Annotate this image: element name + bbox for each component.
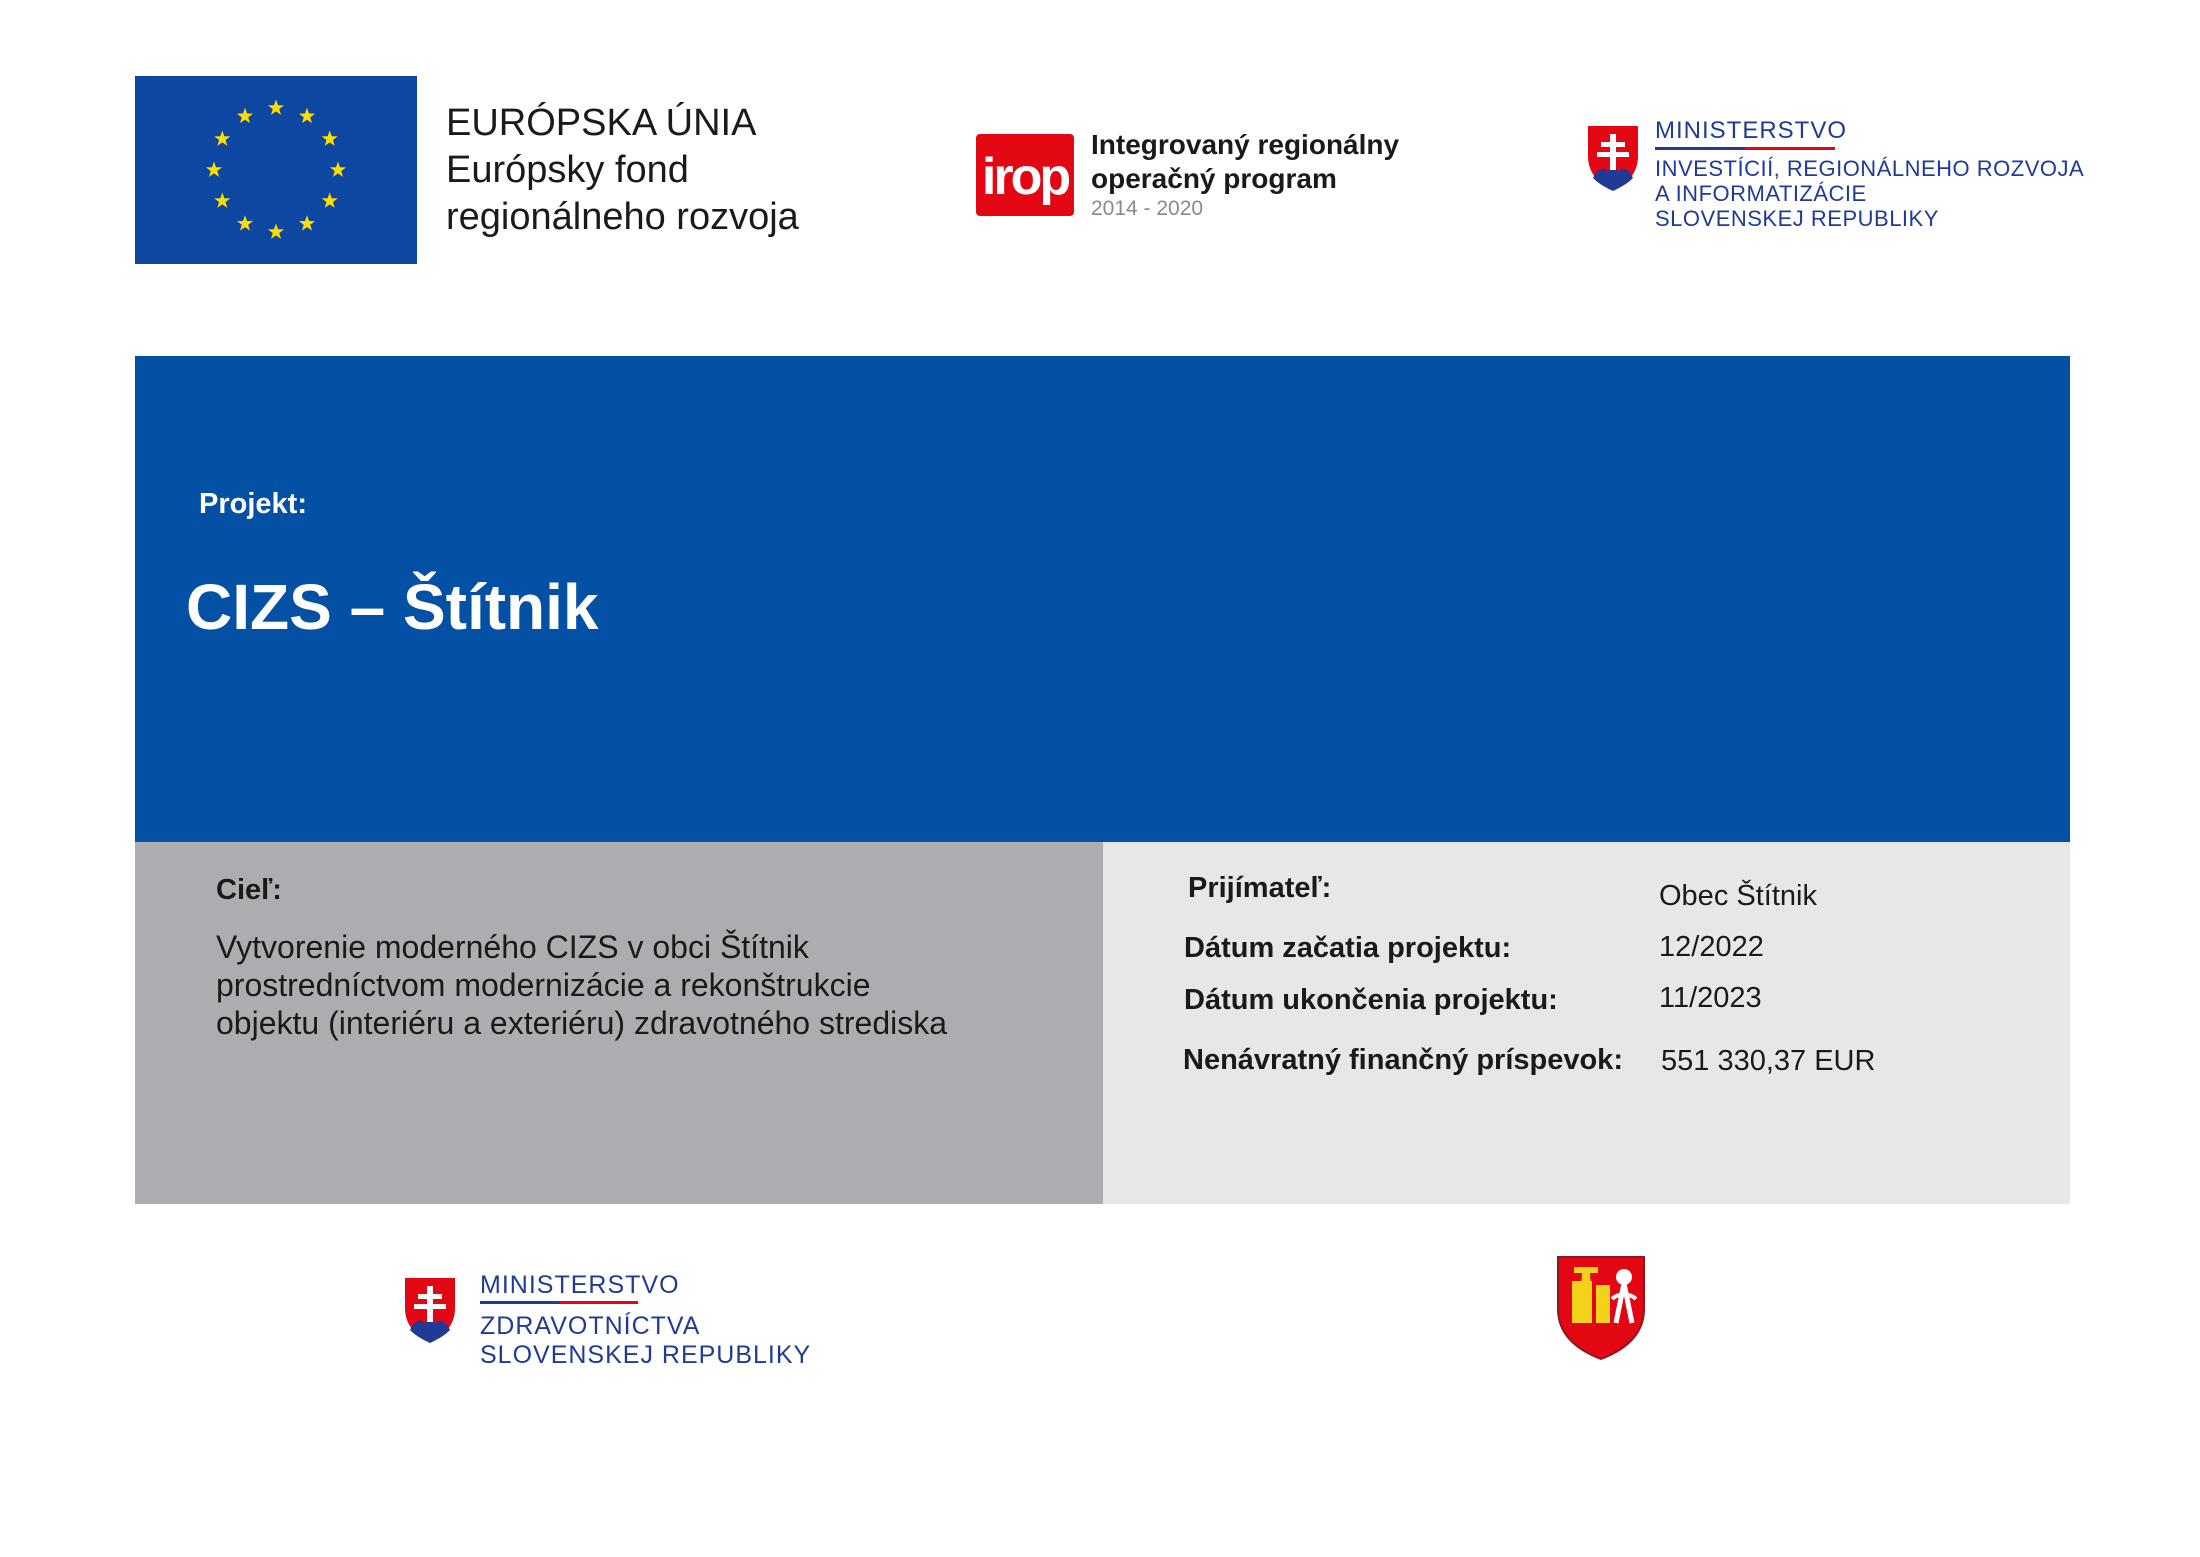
eu-stars: [135, 76, 417, 264]
mz-title: MINISTERSTVO: [480, 1271, 680, 1299]
mirri-rule: [1655, 147, 1835, 150]
irop-line-2: operačný program: [1091, 163, 1337, 194]
eu-star-icon: [214, 193, 230, 208]
mirri-line-2: A INFORMATIZÁCIE: [1655, 181, 1867, 206]
eu-star-icon: [322, 193, 338, 208]
eu-star-icon: [322, 131, 338, 146]
start-date-label: Dátum začatia projektu:: [1184, 932, 1512, 964]
mirri-line-3: SLOVENSKEJ REPUBLIKY: [1655, 206, 1939, 231]
stitnik-coat-of-arms-icon: [1554, 1253, 1648, 1361]
eu-star-icon: [330, 162, 346, 177]
mirri-line-1: INVESTÍCIÍ, REGIONÁLNEHO ROZVOJA: [1655, 156, 2085, 181]
start-date-value: 12/2022: [1659, 931, 1764, 963]
eu-star-icon: [237, 215, 253, 230]
eu-star-icon: [206, 162, 222, 177]
eu-star-icon: [268, 100, 284, 115]
mz-rule: [480, 1301, 638, 1304]
goal-label: Cieľ:: [216, 874, 282, 906]
irop-logo-text: [1091, 128, 1399, 222]
eu-star-icon: [299, 215, 315, 230]
end-date-label: Dátum ukončenia projektu:: [1184, 984, 1558, 1016]
irop-years: 2014 - 2020: [1091, 197, 1204, 220]
eu-star-icon: [268, 224, 284, 239]
eu-star-icon: [214, 131, 230, 146]
mirri-title: MINISTERSTVO: [1655, 117, 1848, 144]
mz-line-1: ZDRAVOTNÍCTVA: [480, 1312, 701, 1340]
slovak-shield-icon: [401, 1274, 459, 1346]
goal-line-1: Vytvorenie moderného CIZS v obci Štítnik: [216, 929, 809, 965]
project-label: Projekt:: [199, 488, 307, 520]
irop-logo-icon: [976, 134, 1074, 216]
recipient-value: Obec Štítnik: [1659, 880, 1817, 912]
eu-star-icon: [237, 108, 253, 123]
eu-flag-icon: [135, 76, 417, 264]
eu-line-2: Európsky fond: [446, 149, 689, 191]
goal-text: [216, 928, 947, 1042]
eu-line-1: EURÓPSKA ÚNIA: [446, 102, 757, 144]
mz-logo-text: [480, 1270, 811, 1370]
irop-line-1: Integrovaný regionálny: [1091, 129, 1400, 160]
end-date-value: 11/2023: [1659, 982, 1762, 1014]
slovak-shield-icon: [1584, 122, 1642, 194]
grant-value: 551 330,37 EUR: [1661, 1045, 1876, 1077]
eu-line-3: regionálneho rozvoja: [446, 196, 799, 238]
eu-logo-text: [446, 100, 799, 241]
goal-line-2: prostredníctvom modernizácie a rekonštrukcie: [216, 967, 871, 1003]
goal-line-3: objektu (interiéru a exteriéru) zdravotného strediska: [216, 1005, 948, 1041]
recipient-label: Prijímateľ:: [1188, 872, 1332, 904]
mirri-logo-text: [1655, 116, 2084, 231]
mz-line-2: SLOVENSKEJ REPUBLIKY: [480, 1341, 812, 1369]
eu-star-icon: [299, 108, 315, 123]
irop-logo-lettering: irop: [981, 148, 1069, 206]
project-title: CIZS – Štítnik: [186, 571, 599, 643]
grant-label: Nenávratný finančný príspevok:: [1183, 1044, 1623, 1076]
